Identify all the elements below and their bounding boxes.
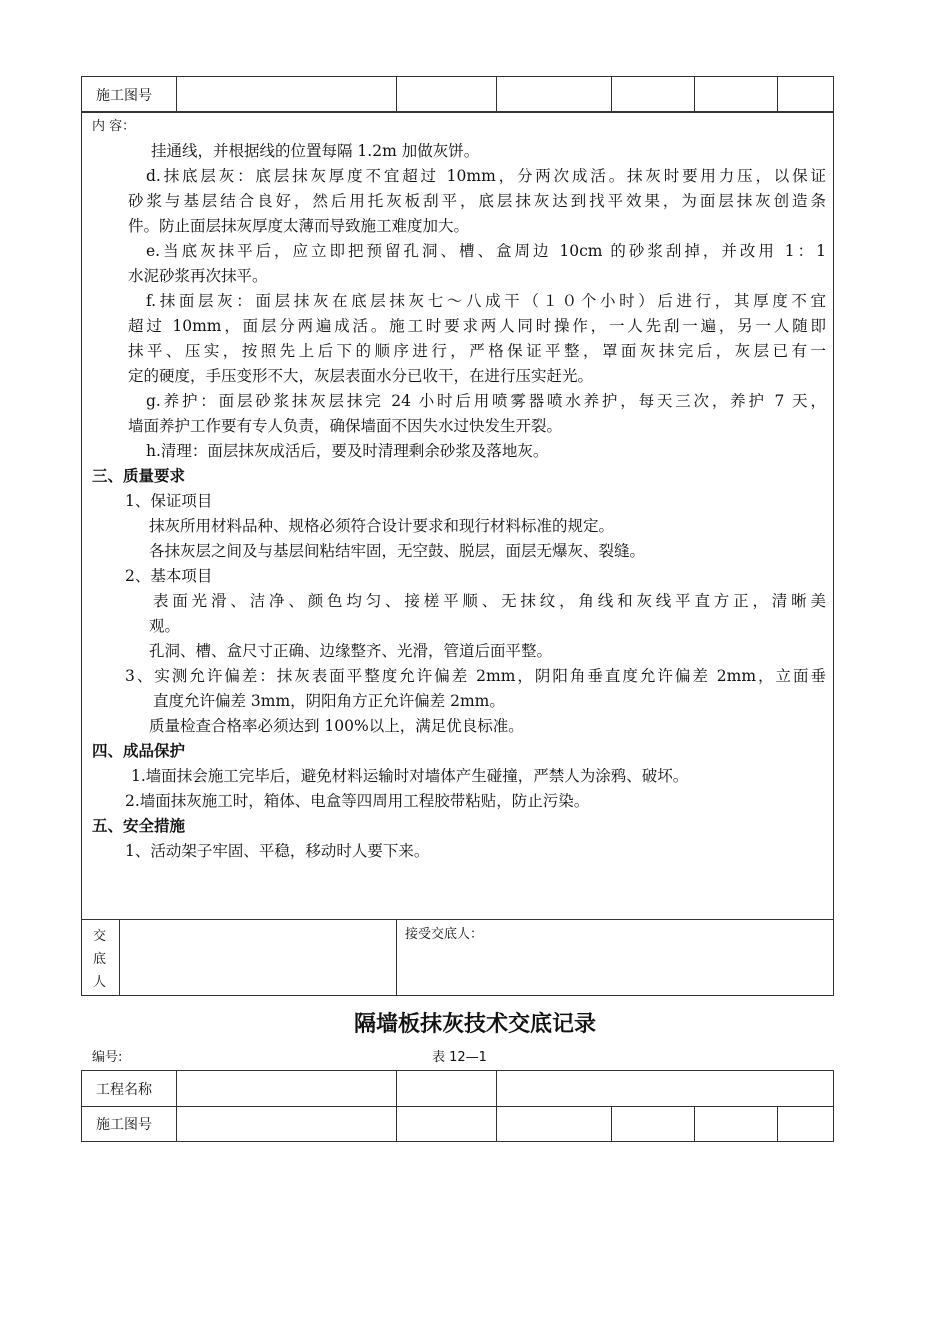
- project-cell: [177, 1071, 397, 1107]
- measure-line: 3、实测允许偏差：抹灰表面平整度允许偏差 2mm，阴阳角垂直度允许偏差 2mm，立面垂: [125, 667, 826, 685]
- cell-blank: [695, 1107, 778, 1142]
- content-line: g.养护：面层砂浆抹灰层抹完 24 小时后用喷雾器喷水养护，每天三次，养护 7 天，: [146, 392, 826, 410]
- measure-line: 质量检查合格率必须达到 100%以上，满足优良标准。: [149, 717, 524, 735]
- measure-line: 直度允许偏差 3mm，阴阳角方正允许偏差 2mm。: [153, 692, 505, 710]
- content-line: f.抹面层灰：面层抹灰在底层抹灰七～八成干（１０个小时）后进行，其厚度不宜: [146, 292, 826, 310]
- guarantee-item: 抹灰所用材料品种、规格必须符合设计要求和现行材料标准的规定。: [149, 517, 615, 535]
- protect-heading: 四、成品保护: [92, 742, 186, 760]
- cell-blank: [778, 1107, 834, 1142]
- content-line: 砂浆与基层结合良好，然后用托灰板刮平，底层抹灰达到找平效果，为面层抹灰创造条: [128, 192, 826, 210]
- content-line: 件。防止面层抹灰厚度太薄而导致施工难度加大。: [128, 217, 470, 235]
- basic-item: 观。: [149, 617, 181, 635]
- content-line: 挂通线，并根据线的位置每隔 1.2m 加做灰饼。: [151, 142, 480, 160]
- top-drawing-table: [81, 76, 834, 113]
- content-line: 水泥砂浆再次抹平。: [128, 267, 268, 285]
- quality-heading: 三、质量要求: [92, 467, 186, 485]
- project-label: 工程名称: [82, 1071, 177, 1107]
- divider: [119, 919, 120, 996]
- drawing-no-label: 施工图号: [82, 77, 177, 113]
- receiver-label: 接受交底人：: [405, 927, 484, 942]
- cell-blank: [612, 77, 695, 113]
- cell-blank: [778, 77, 834, 113]
- guarantee-item: 各抹灰层之间及与基层间粘结牢固，无空鼓、脱层，面层无爆灰、裂缝。: [149, 542, 646, 560]
- content-line: 定的硬度，手压变形不大，灰层表面水分已收干，在进行压实赶光。: [128, 367, 594, 385]
- protect-item: 1.墙面抹会施工完毕后，避免材料运输时对墙体产生碰撞，严禁人为涂鸦、破坏。: [131, 767, 689, 785]
- basic-item: 孔洞、槽、盒尺寸正确、边缘整齐、光滑，管道后面平整。: [149, 642, 553, 660]
- basic-item: 表面光滑、洁净、颜色均匀、接槎平顺、无抹纹，角线和灰线平直方正，清晰美: [153, 592, 826, 610]
- drawing-label: 施工图号: [82, 1107, 177, 1142]
- safety-item: 1、活动架子牢固、平稳，移动时人要下来。: [125, 842, 430, 860]
- discloser-label: 交: [93, 929, 107, 944]
- cell-blank: [695, 77, 778, 113]
- content-label: 内 容：: [92, 119, 136, 134]
- cell-blank: [497, 1107, 612, 1142]
- cell-blank: [397, 77, 497, 113]
- content-line: 超过 10mm，面层分两遍成活。施工时要求两人同时操作，一人先刮一遍，另一人随即: [128, 317, 826, 335]
- cell-blank: [497, 77, 612, 113]
- content-line: h.清理：面层抹灰成活后，要及时清理剩余砂浆及落地灰。: [146, 442, 549, 460]
- cell-blank: [397, 1107, 497, 1142]
- cell-blank: [397, 1071, 497, 1107]
- number-label: 编号:: [92, 1050, 123, 1065]
- safety-heading: 五、安全措施: [92, 817, 186, 835]
- content-line: 墙面养护工作要有专人负责，确保墙面不因失水过快发生开裂。: [128, 417, 563, 435]
- page-title: 隔墙板抹灰技术交底记录: [353, 1012, 596, 1037]
- basic-heading: 2、基本项目: [125, 567, 213, 585]
- form-number: 表 12—1: [432, 1050, 487, 1065]
- protect-item: 2.墙面抹灰施工时，箱体、电盒等四周用工程胶带粘贴，防止污染。: [125, 792, 590, 810]
- content-line: 抹平、压实，按照先上后下的顺序进行，严格保证平整，罩面灰抹完后，灰层已有一: [128, 342, 826, 360]
- content-line: d.抹底层灰：底层抹灰厚度不宜超过 10mm，分两次成活。抹灰时要用力压，以保证: [146, 167, 826, 185]
- discloser-label: 底: [93, 952, 107, 967]
- content-line: e.当底灰抹平后，应立即把预留孔洞、槽、盒周边 10cm 的砂浆刮掉，并改用 1：1: [146, 242, 826, 260]
- drawing-no-cell: [177, 77, 397, 113]
- guarantee-heading: 1、保证项目: [125, 492, 213, 510]
- cell-blank: [612, 1107, 695, 1142]
- divider: [396, 919, 397, 996]
- discloser-label: 人: [93, 975, 107, 990]
- drawing-cell: [177, 1107, 397, 1142]
- second-form-table: [81, 1070, 834, 1142]
- cell-blank: [497, 1071, 834, 1107]
